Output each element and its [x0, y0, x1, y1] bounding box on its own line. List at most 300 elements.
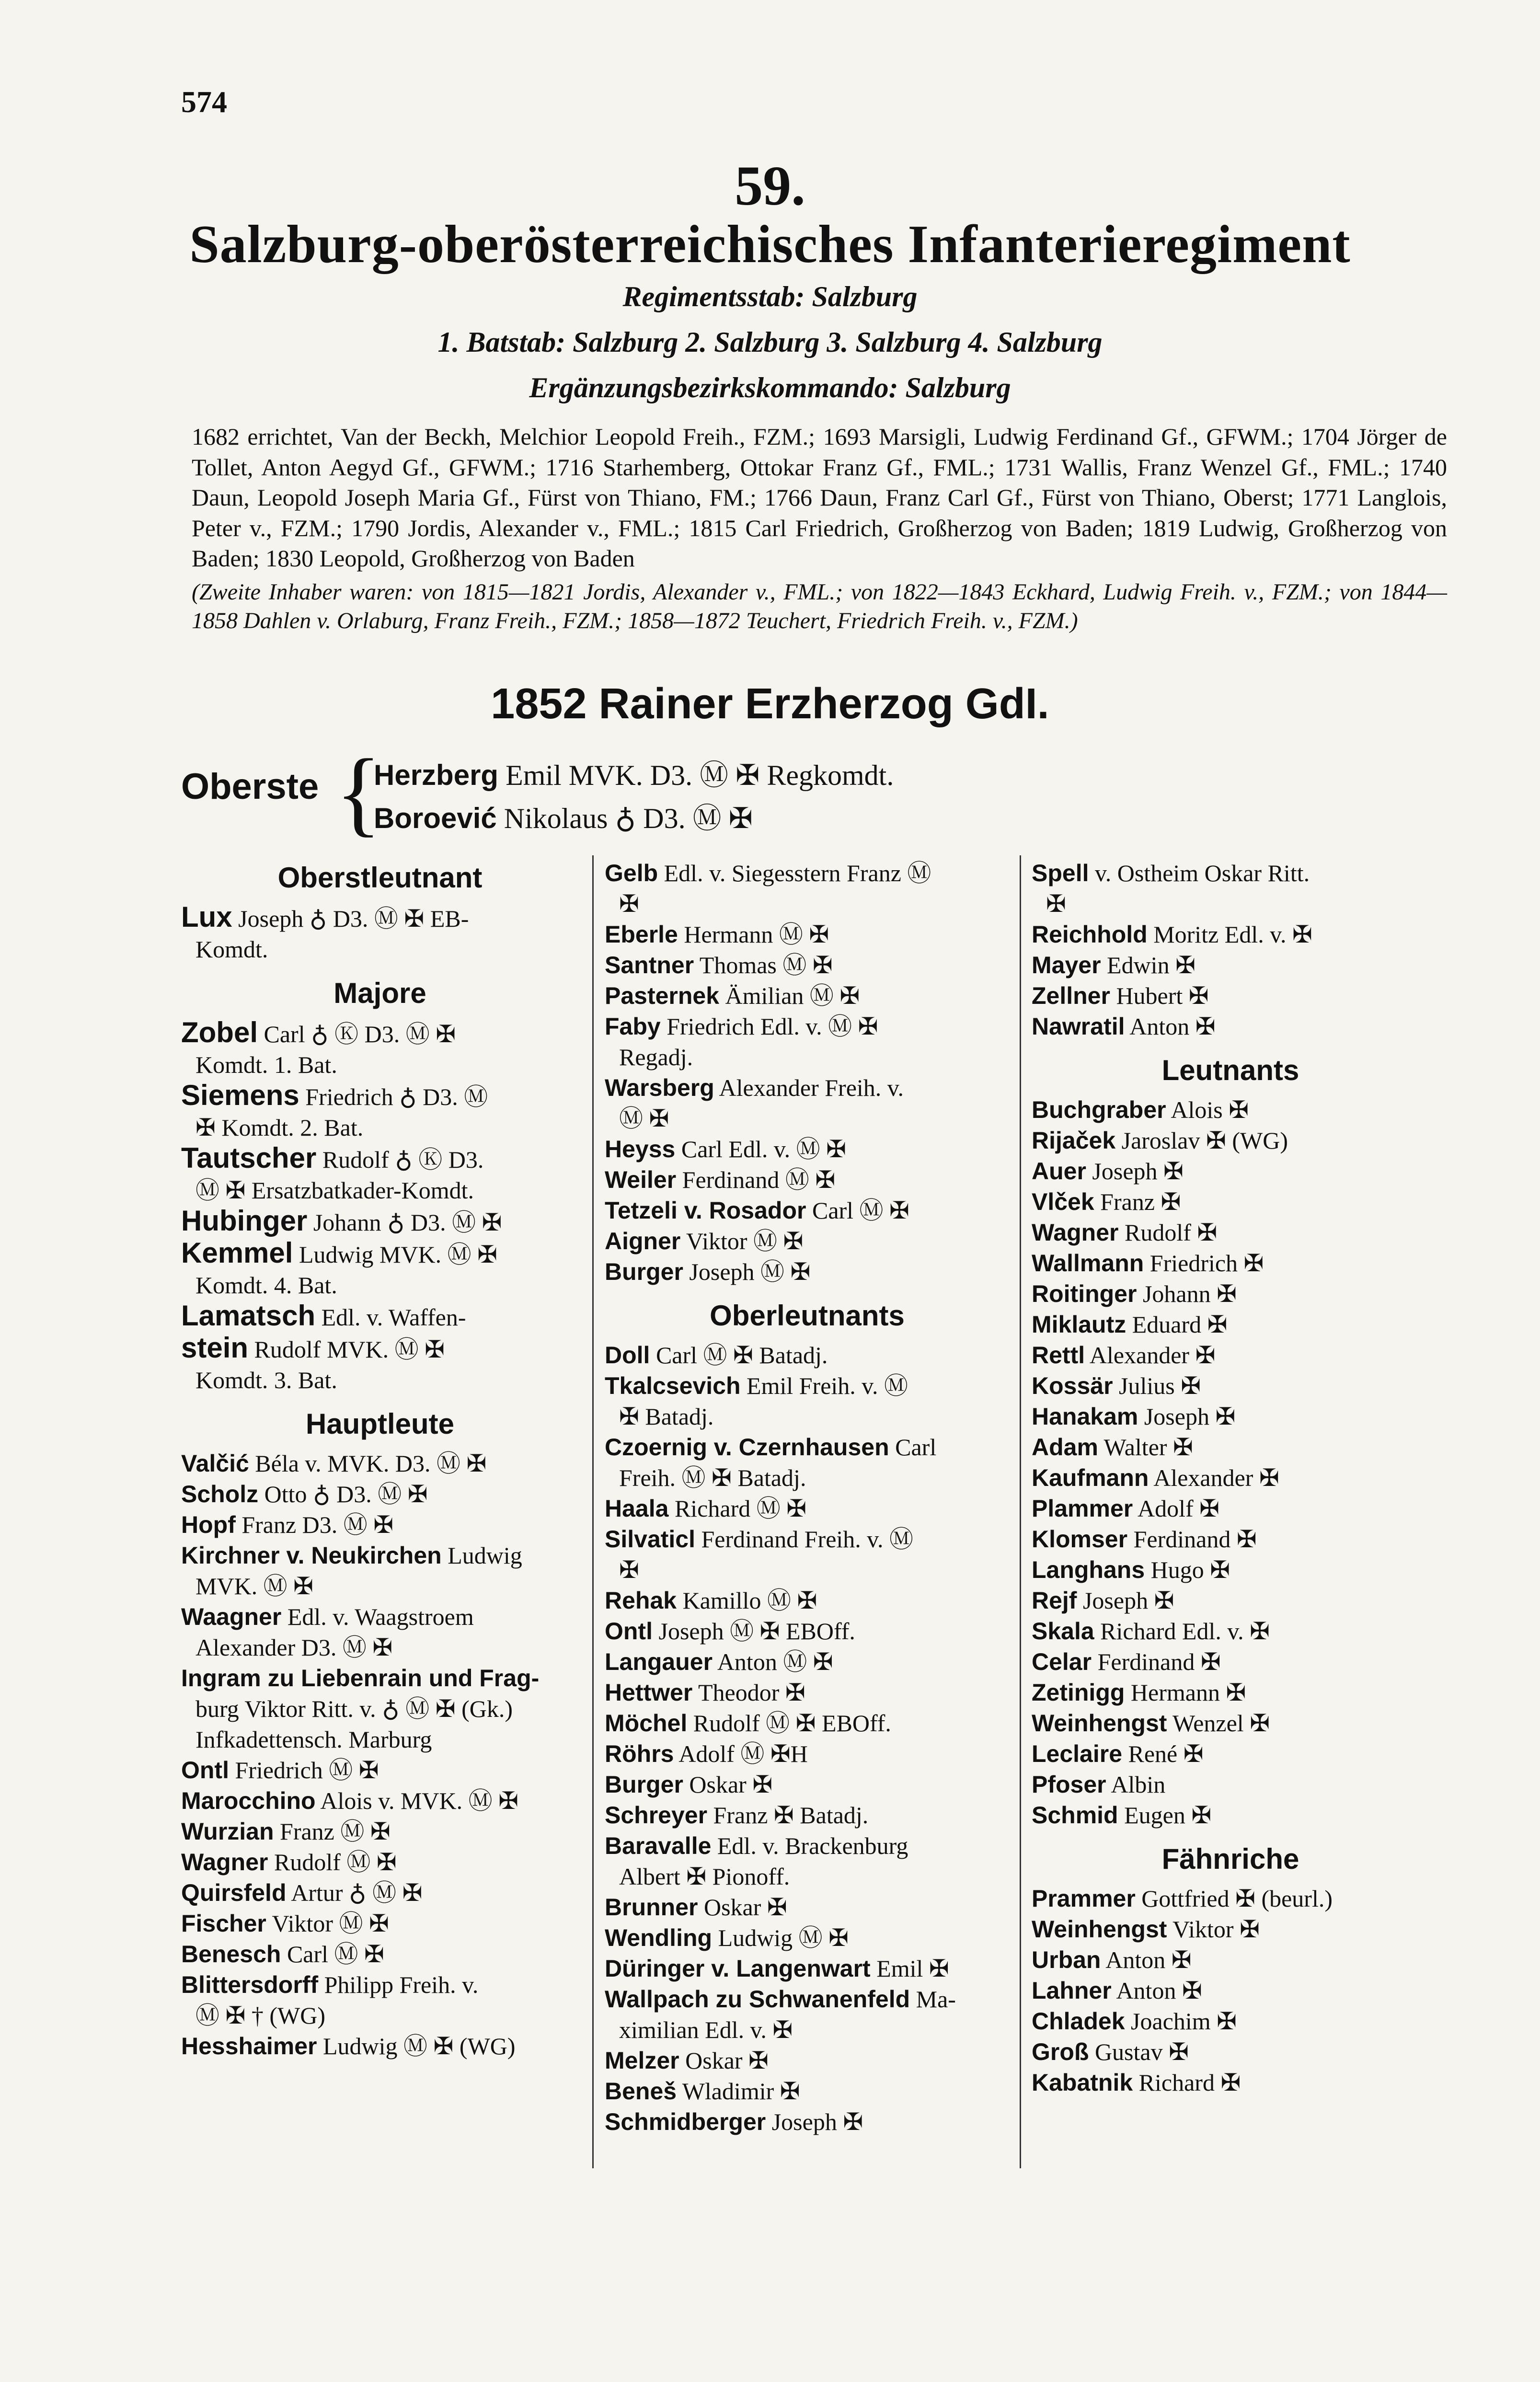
brace-symbol: {	[335, 740, 381, 846]
officer-surname: Santner	[605, 952, 694, 978]
officer-entry	[1032, 1217, 1429, 1248]
officer-surname: Klomser	[1032, 1526, 1128, 1553]
officer-entry	[605, 1800, 1010, 1830]
officer-details-cont: Ⓜ ✠ Ersatzbatkader-Komdt.	[195, 1177, 474, 1204]
officer-surname: Marocchino	[181, 1787, 316, 1814]
officer-surname: Hopf	[181, 1511, 236, 1538]
officer-details: Rudolf Ⓜ ✠	[274, 1849, 397, 1876]
officer-details: Albin	[1111, 1771, 1166, 1798]
officer-details-cont: ✠	[619, 890, 639, 917]
officer-surname: Lahner	[1032, 1977, 1112, 2004]
officer-surname: Kirchner v. Neukirchen	[181, 1542, 442, 1569]
officer-details-cont: MVK. Ⓜ ✠	[195, 1573, 314, 1600]
officer-entry	[1032, 1708, 1429, 1738]
officer-entry	[181, 1755, 579, 1785]
officer-details-cont: Komdt. 4. Bat.	[195, 1272, 337, 1299]
officer-surname: Lux	[181, 901, 232, 933]
officer-surname: stein	[181, 1332, 249, 1364]
roster-column-2	[605, 858, 1010, 2137]
officer-details: Edl. v. Waffen-	[321, 1304, 466, 1331]
officer-entry	[181, 1540, 579, 1601]
officer-surname: Möchel	[605, 1710, 688, 1737]
officer-details: Viktor Ⓜ ✠	[686, 1228, 804, 1254]
officer-details: Edl. v. Siegesstern Franz Ⓜ	[664, 860, 931, 886]
officer-entry	[1032, 1738, 1429, 1769]
officer-surname: Rehak	[605, 1587, 677, 1614]
regiment-number: 59.	[735, 154, 805, 217]
page-number: 574	[181, 85, 227, 119]
officer-surname: Heyss	[605, 1136, 676, 1162]
officer-details: Richard Edl. v. ✠	[1100, 1618, 1270, 1645]
officer-surname: Celar	[1032, 1648, 1092, 1675]
officer-entry	[605, 1585, 1010, 1616]
regimentsstab: Regimentsstab: Salzburg	[622, 281, 918, 312]
officer-details-cont: burg Viktor Ritt. v. ♁ Ⓜ ✠ (Gk.) Infkadettensch. Marburg	[195, 1695, 513, 1753]
officer-surname: Leclaire	[1032, 1740, 1123, 1767]
officer-details: Friedrich Edl. v. Ⓜ ✠	[667, 1013, 878, 1040]
officer-entry	[1032, 1340, 1429, 1370]
officer-entry	[1032, 1186, 1429, 1217]
officer-details: Richard Ⓜ ✠	[674, 1495, 807, 1522]
officer-details: Carl ♁ Ⓚ D3. Ⓜ ✠	[264, 1021, 456, 1047]
officer-details: Artur ♁ Ⓜ ✠	[291, 1879, 423, 1906]
officer-entry	[1032, 2006, 1429, 2037]
officer-entry	[181, 1969, 579, 2031]
officer-entry	[605, 2076, 1010, 2106]
officer-entry	[1032, 950, 1429, 980]
officer-surname: Quirsfeld	[181, 1879, 287, 1906]
officer-details: Rudolf ✠	[1125, 1219, 1218, 1246]
officer-entry	[1032, 1883, 1429, 1914]
officer-entry	[1032, 2067, 1429, 2098]
officer-entry	[605, 1072, 1010, 1134]
officer-details: Joseph ✠	[1082, 1587, 1174, 1614]
officer-entry	[1032, 1462, 1429, 1493]
officer-details-cont: Komdt. 1. Bat.	[195, 1051, 337, 1078]
officer-surname: Wallmann	[1032, 1250, 1144, 1277]
officer-entry	[1032, 1248, 1429, 1278]
officer-surname: Weinhengst	[1032, 1916, 1167, 1943]
officer-details-cont: ximilian Edl. v. ✠	[619, 2016, 793, 2043]
officer-entry	[181, 1300, 579, 1333]
officer-surname: Valčić	[181, 1450, 249, 1477]
officer-surname: Waagner	[181, 1603, 282, 1630]
officer-details: Oskar ✠	[703, 1894, 787, 1921]
officer-surname: Weinhengst	[1032, 1710, 1167, 1737]
officer-entry	[1032, 1677, 1429, 1708]
officer-entry	[605, 1738, 1010, 1769]
officer-surname: Silvaticl	[605, 1526, 695, 1553]
officer-details: Carl	[895, 1434, 937, 1461]
officer-details: Jaroslav ✠ (WG)	[1121, 1127, 1288, 1154]
officer-details: Moritz Edl. v. ✠	[1153, 921, 1312, 948]
officer-surname: Hesshaimer	[181, 2033, 317, 2060]
officer-surname: Nawratil	[1032, 1013, 1125, 1040]
officer-details-cont: ✠	[1046, 890, 1066, 917]
officer-details: Emil ✠	[876, 1955, 949, 1982]
oberst-name: Boroević	[374, 802, 497, 834]
officer-surname: Kaufmann	[1032, 1464, 1149, 1491]
officer-surname: Czoernig v. Czernhausen	[605, 1434, 889, 1461]
officer-details: Thomas Ⓜ ✠	[699, 952, 833, 978]
officer-surname: Zellner	[1032, 982, 1110, 1009]
officer-entry	[1032, 1156, 1429, 1186]
officer-entry	[1032, 1401, 1429, 1432]
officer-entry	[1032, 1914, 1429, 1945]
officer-details: Theodor ✠	[698, 1679, 805, 1706]
officer-details: Walter ✠	[1103, 1434, 1193, 1461]
officer-surname: Rettl	[1032, 1342, 1085, 1369]
officer-details-cont: Albert ✠ Pionoff.	[619, 1863, 790, 1890]
officer-details: Ferdinand Freih. v. Ⓜ	[701, 1526, 914, 1553]
regiment-title: Salzburg-oberösterreichisches Infanterieregiment	[189, 215, 1351, 274]
officer-entry	[1032, 858, 1429, 919]
inhaber-line: 1852 Rainer Erzherzog GdI.	[491, 680, 1049, 728]
officer-surname: Zobel	[181, 1016, 258, 1048]
officer-entry	[605, 858, 1010, 919]
officer-entry	[605, 1370, 1010, 1432]
officer-entry	[1032, 1432, 1429, 1462]
officer-entry	[181, 902, 579, 965]
officer-details: Johann ♁ D3. Ⓜ ✠	[313, 1209, 502, 1236]
officer-details: Adolf ✠	[1137, 1495, 1220, 1522]
officer-entry	[1032, 1585, 1429, 1616]
officer-entry	[605, 1340, 1010, 1370]
officer-details-cont: Regadj.	[619, 1044, 693, 1070]
officer-surname: Röhrs	[605, 1740, 674, 1767]
officer-details: Viktor Ⓜ ✠	[272, 1910, 389, 1937]
officer-entry	[605, 1646, 1010, 1677]
officer-details: Ludwig	[448, 1542, 522, 1569]
officer-surname: Langauer	[605, 1648, 713, 1675]
officer-details: Wenzel ✠	[1172, 1710, 1270, 1737]
officer-surname: Vlček	[1032, 1188, 1094, 1215]
officer-entry	[181, 1847, 579, 1877]
officer-surname: Brunner	[605, 1894, 698, 1921]
officer-entry	[1032, 1524, 1429, 1554]
officer-surname: Spell	[1032, 860, 1089, 886]
officer-surname: Kemmel	[181, 1237, 293, 1269]
officer-entry	[1032, 1125, 1429, 1156]
officer-entry	[1032, 1370, 1429, 1401]
officer-details: Carl Ⓜ ✠	[287, 1941, 384, 1968]
officer-details: Ferdinand ✠	[1133, 1526, 1257, 1553]
officer-details: Oskar ✠	[685, 2047, 769, 2074]
officer-entry	[605, 1922, 1010, 1953]
officer-surname: Hettwer	[605, 1679, 693, 1706]
officer-entry	[605, 1616, 1010, 1646]
officer-surname: Zetinigg	[1032, 1679, 1125, 1706]
column-divider	[592, 855, 594, 2168]
officer-surname: Burger	[605, 1258, 683, 1285]
officer-details: Rudolf ♁ Ⓚ D3.	[322, 1146, 484, 1173]
officer-details: Carl Ⓜ ✠ Batadj.	[655, 1342, 828, 1369]
officer-details: Alexander Freih. v.	[719, 1074, 904, 1101]
officer-details: Rudolf MVK. Ⓜ ✠	[254, 1336, 445, 1363]
oberst-name: Herzberg	[374, 759, 499, 791]
officer-entry	[181, 1206, 579, 1238]
officer-details: Emil Freih. v. Ⓜ	[747, 1372, 908, 1399]
officer-entry	[1032, 1769, 1429, 1800]
rank-heading: Oberstleutnant	[277, 862, 483, 894]
officer-entry	[605, 1493, 1010, 1524]
officer-surname: Tkalcsevich	[605, 1372, 741, 1399]
officer-entry	[181, 1509, 579, 1540]
officer-surname: Burger	[605, 1771, 683, 1798]
officer-details: Friedrich Ⓜ ✠	[235, 1757, 379, 1784]
officer-entry	[181, 1816, 579, 1847]
oberst-entry	[374, 752, 894, 794]
officer-surname: Aigner	[605, 1228, 681, 1254]
officer-entry	[1032, 1554, 1429, 1585]
officer-surname: Wagner	[1032, 1219, 1119, 1246]
officer-surname: Tautscher	[181, 1142, 317, 1174]
rank-heading: Fähnriche	[1161, 1843, 1299, 1875]
officer-entry	[605, 1677, 1010, 1708]
officer-details: Ämilian Ⓜ ✠	[725, 982, 860, 1009]
officer-surname: Haala	[605, 1495, 669, 1522]
officer-surname: Tetzeli v. Rosador	[605, 1197, 806, 1224]
history-text: 1682 errichtet, Van der Beckh, Melchior Leopold Freih., FZM.; 1693 Marsigli, Ludwig Ferdinand Gf., GFWM.; 1704 Jörger de Tollet, Anton Aegyd Gf., GFWM.; 1716 Starhemberg, Ottokar Franz Gf., FML.; 1731 Wallis, Franz Wenzel Gf., FML.; 1740 Daun, Leopold Joseph Maria Gf., Fürst von Thiano, FM.; 1766 Daun, Franz Carl Gf., Fürst von Thiano, Oberst; 1771 Langlois, Peter v., FZM.; 1790 Jordis, Alexander v., FML.; 1815 Carl Friedrich, Großherzog von Baden; 1819 Ludwig, Großherzog von Baden; 1830 Leopold, Großherzog von Baden	[192, 423, 1447, 572]
officer-details: Hubert ✠	[1116, 982, 1209, 1009]
officer-entry	[181, 1080, 579, 1143]
officer-surname: Plammer	[1032, 1495, 1133, 1522]
officer-surname: Ontl	[181, 1757, 229, 1784]
officer-entry	[1032, 1800, 1429, 1830]
officer-surname: Mayer	[1032, 952, 1101, 978]
officer-details: Otto ♁ D3. Ⓜ ✠	[264, 1481, 428, 1507]
officer-details: Kamillo Ⓜ ✠	[682, 1587, 817, 1614]
officer-entry	[1032, 1278, 1429, 1309]
officer-details: Anton ✠	[1129, 1013, 1216, 1040]
officer-details: Ma-	[916, 1986, 956, 2013]
officer-surname: Ingram zu Liebenrain und Frag-	[181, 1665, 540, 1692]
officer-entry	[605, 1984, 1010, 2045]
officer-surname: Wendling	[605, 1924, 713, 1951]
officer-details: Friedrich ♁ D3. Ⓜ	[305, 1083, 488, 1110]
officer-surname: Groß	[1032, 2038, 1089, 2065]
officer-surname: Urban	[1032, 1946, 1101, 1973]
officer-surname: Kossär	[1032, 1372, 1113, 1399]
officer-surname: Prammer	[1032, 1885, 1136, 1912]
officer-surname: Schreyer	[605, 1802, 708, 1829]
officer-details: Franz D3. Ⓜ ✠	[241, 1511, 394, 1538]
officer-details: Oskar ✠	[689, 1771, 773, 1798]
officer-entry	[1032, 1646, 1429, 1677]
officer-surname: Weiler	[605, 1166, 677, 1193]
officer-details: René ✠	[1128, 1740, 1204, 1767]
officer-details: Joseph ✠	[771, 2108, 863, 2135]
rank-heading: Hauptleute	[305, 1408, 455, 1440]
officer-entry	[605, 1226, 1010, 1256]
officer-entry	[181, 1333, 579, 1395]
officer-details: Gustav ✠	[1094, 2038, 1189, 2065]
officer-details: Alexander ✠	[1089, 1342, 1216, 1369]
officer-entry	[605, 1195, 1010, 1226]
officer-details: Anton ✠	[1116, 1977, 1202, 2004]
officer-surname: Benesch	[181, 1941, 281, 1968]
officer-entry	[181, 1908, 579, 1939]
officer-entry	[181, 1601, 579, 1663]
officer-details: Béla v. MVK. D3. Ⓜ ✠	[255, 1450, 487, 1477]
officer-surname: Gelb	[605, 860, 658, 886]
officer-entry	[605, 919, 1010, 950]
officer-details: Franz ✠	[1100, 1188, 1181, 1215]
officer-entry	[605, 1769, 1010, 1800]
officer-entry	[605, 2106, 1010, 2137]
officer-entry	[605, 1164, 1010, 1195]
officer-details: Joachim ✠	[1131, 2008, 1237, 2035]
batstab-line: 1. Batstab: Salzburg 2. Salzburg 3. Salzburg 4. Salzburg	[437, 326, 1103, 358]
officer-entry	[181, 2031, 579, 2061]
rank-heading: Leutnants	[1161, 1054, 1299, 1086]
officer-entry	[1032, 1493, 1429, 1524]
officer-entry	[181, 1939, 579, 1969]
officer-entry	[181, 1479, 579, 1509]
officer-entry	[605, 1432, 1010, 1493]
officer-entry	[605, 1892, 1010, 1922]
officer-details: Adolf Ⓜ ✠H	[678, 1740, 808, 1767]
officer-surname: Schmidberger	[605, 2108, 766, 2135]
officer-details: Friedrich ✠	[1149, 1250, 1264, 1277]
officer-entry	[181, 1663, 579, 1755]
officer-details-cont: ✠ Batadj.	[619, 1403, 714, 1430]
officer-entry	[181, 1017, 579, 1080]
officer-surname: Beneš	[605, 2078, 677, 2105]
officer-details: Hermann ✠	[1130, 1679, 1246, 1706]
officer-surname: Langhans	[1032, 1556, 1145, 1583]
rank-heading: Majore	[333, 977, 426, 1009]
officer-details: Hermann Ⓜ ✠	[684, 921, 829, 948]
officer-entry	[1032, 2037, 1429, 2067]
officer-surname: Blittersdorff	[181, 1971, 319, 1998]
roster-column-1	[181, 858, 579, 2061]
roster-column-3	[1032, 858, 1429, 2098]
officer-details: Edl. v. Brackenburg	[717, 1832, 908, 1859]
officer-entry	[1032, 919, 1429, 950]
officer-details-cont: ✠	[619, 1556, 639, 1583]
oberst-entry	[374, 795, 753, 837]
officer-details: Alois ✠	[1171, 1096, 1249, 1123]
officer-surname: Ontl	[605, 1618, 653, 1645]
history-note: (Zweite Inhaber waren: von 1815—1821 Jordis, Alexander v., FML.; von 1822—1843 Eckhard, Ludwig Freih. v., FZM.; von 1844—1858 Dahlen v. Orlaburg, Franz Freih., FZM.; 1858—1872 Teuchert, Friedrich Freih. v., FZM.)	[192, 579, 1447, 634]
officer-surname: Kabatnik	[1032, 2069, 1133, 2096]
officer-details: Johann ✠	[1142, 1280, 1237, 1307]
officer-surname: Baravalle	[605, 1832, 712, 1859]
officer-details: Carl Ⓜ ✠	[812, 1197, 909, 1224]
officer-details: Julius ✠	[1119, 1372, 1201, 1399]
officer-entry	[605, 1953, 1010, 1984]
history-block	[192, 422, 1447, 636]
officer-surname: Melzer	[605, 2047, 679, 2074]
officer-details: Viktor ✠	[1172, 1916, 1260, 1943]
officer-surname: Doll	[605, 1342, 650, 1369]
officer-entry	[1032, 980, 1429, 1011]
officer-details: Edl. v. Waagstroem	[287, 1603, 474, 1630]
officer-details: Ludwig MVK. Ⓜ ✠	[299, 1241, 498, 1268]
oberst-details: Emil MVK. D3. Ⓜ ✠ Regkomdt.	[506, 759, 894, 791]
officer-surname: Roitinger	[1032, 1280, 1137, 1307]
officer-surname: Hubinger	[181, 1205, 308, 1237]
officer-details-cont: Alexander D3. Ⓜ ✠	[195, 1634, 393, 1661]
officer-entry	[605, 1011, 1010, 1072]
officer-details: Edwin ✠	[1107, 952, 1195, 978]
officer-surname: Rijaček	[1032, 1127, 1116, 1154]
officer-details: Alexander ✠	[1153, 1464, 1279, 1491]
officer-surname: Reichhold	[1032, 921, 1148, 948]
ergaenzungsbezirk: Ergänzungsbezirkskommando: Salzburg	[529, 372, 1011, 403]
column-divider	[1020, 855, 1021, 2168]
officer-surname: Scholz	[181, 1481, 259, 1507]
officer-details: Joseph Ⓜ ✠ EBOff.	[658, 1618, 855, 1645]
officer-entry	[605, 1134, 1010, 1164]
officer-entry	[605, 950, 1010, 980]
officer-surname: Wurzian	[181, 1818, 274, 1845]
officer-details: v. Ostheim Oskar Ritt.	[1094, 860, 1310, 886]
officer-details: Gottfried ✠ (beurl.)	[1141, 1885, 1333, 1912]
officer-entry	[605, 980, 1010, 1011]
officer-details: Joseph ✠	[1092, 1158, 1184, 1185]
officer-details-cont: ✠ Komdt. 2. Bat.	[195, 1114, 364, 1141]
officer-entry	[1032, 1616, 1429, 1646]
officer-surname: Wagner	[181, 1849, 268, 1876]
officer-surname: Chladek	[1032, 2008, 1125, 2035]
officer-details: Anton Ⓜ ✠	[717, 1648, 833, 1675]
officer-details: Ferdinand Ⓜ ✠	[682, 1166, 836, 1193]
rank-heading: Oberleutnants	[710, 1300, 905, 1332]
officer-entry	[1032, 1975, 1429, 2006]
officer-surname: Schmid	[1032, 1802, 1118, 1829]
officer-surname: Hanakam	[1032, 1403, 1138, 1430]
officer-details: Alois v. MVK. Ⓜ ✠	[320, 1787, 519, 1814]
officer-details: Joseph Ⓜ ✠	[689, 1258, 811, 1285]
officer-entry	[605, 1708, 1010, 1738]
officer-details: Rudolf Ⓜ ✠ EBOff.	[693, 1710, 891, 1737]
officer-details: Franz ✠ Batadj.	[713, 1802, 869, 1829]
officer-surname: Auer	[1032, 1158, 1086, 1185]
officer-details: Eduard ✠	[1132, 1311, 1228, 1338]
officer-surname: Warsberg	[605, 1074, 714, 1101]
officer-entry	[1032, 1309, 1429, 1340]
officer-details: Carl Edl. v. Ⓜ ✠	[681, 1136, 847, 1162]
officer-details: Richard ✠	[1138, 2069, 1241, 2096]
officer-details: Philipp Freih. v.	[324, 1971, 479, 1998]
officer-details-cont: Ⓜ ✠ † (WG)	[195, 2002, 325, 2029]
officer-details: Joseph ♁ D3. Ⓜ ✠ EB-	[238, 905, 469, 932]
officer-details: Hugo ✠	[1150, 1556, 1230, 1583]
officer-surname: Fischer	[181, 1910, 266, 1937]
officer-entry	[605, 2045, 1010, 2076]
officer-surname: Wallpach zu Schwanenfeld	[605, 1986, 910, 2013]
officer-surname: Adam	[1032, 1434, 1098, 1461]
officer-details: Wladimir ✠	[682, 2078, 800, 2105]
officer-surname: Lamatsch	[181, 1300, 316, 1332]
officer-details-cont: Komdt.	[195, 936, 268, 963]
officer-entry	[1032, 1094, 1429, 1125]
officer-surname: Skala	[1032, 1618, 1094, 1645]
officer-surname: Siemens	[181, 1079, 299, 1111]
officer-details: Anton ✠	[1105, 1946, 1192, 1973]
officer-entry	[181, 1448, 579, 1479]
officer-details: Franz Ⓜ ✠	[280, 1818, 391, 1845]
officer-entry	[181, 1143, 579, 1206]
officer-surname: Eberle	[605, 921, 678, 948]
officer-entry	[605, 1524, 1010, 1585]
officer-surname: Miklautz	[1032, 1311, 1126, 1338]
officer-details-cont: Freih. Ⓜ ✠ Batadj.	[619, 1464, 806, 1491]
officer-entry	[1032, 1945, 1429, 1975]
officer-entry	[181, 1238, 579, 1300]
